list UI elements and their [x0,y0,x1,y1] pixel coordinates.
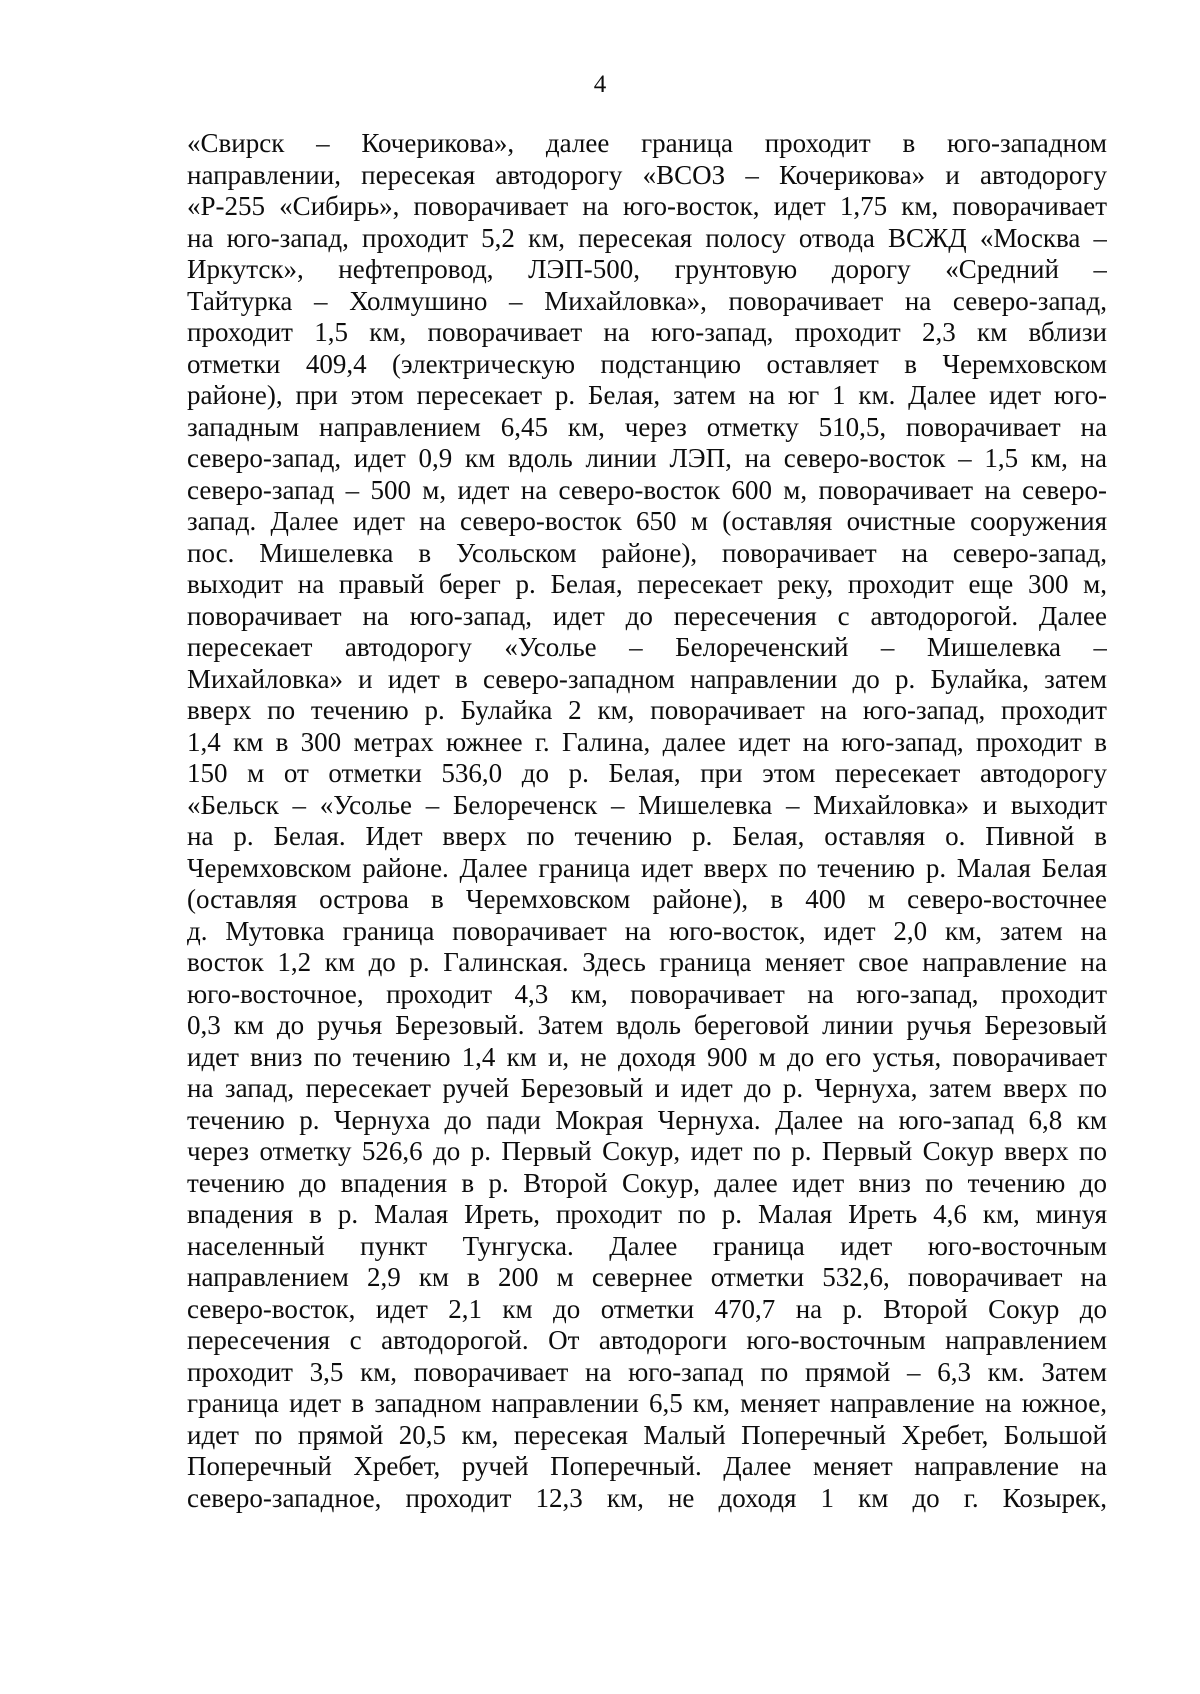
text-line: проходит 3,5 км, поворачивает на юго-запад по прямой – 6,3 км. Затем [187,1356,1107,1387]
text-line: районе), при этом пересекает р. Белая, затем на юг 1 км. Далее идет юго- [187,380,1107,410]
text-line: поворачивает на юго-запад, идет до пересечения с автодорогой. Далее [187,600,1107,631]
text-line: на юго-запад, проходит 5,2 км, пересекая полосу отвода ВСЖД «Москва – [187,222,1107,253]
body-text [187,128,1107,1514]
page-number: 4 [593,71,607,98]
text-line: северо-запад, идет 0,9 км вдоль линии ЛЭП, на северо-восток – 1,5 км, на [187,443,1107,473]
text-line: пересечения с автодорогой. От автодороги юго-восточным направлением [187,1325,1107,1355]
text-line: направлении, пересекая автодорогу «ВСОЗ – Кочерикова» и автодорогу [187,159,1107,190]
text-line: (оставляя острова в Черемховском районе), в 400 м северо-восточнее [187,884,1107,914]
text-line: запад. Далее идет на северо-восток 650 м (оставляя очистные сооружения [187,506,1107,536]
text-line: Тайтурка – Холмушино – Михайловка», поворачивает на северо-запад, [187,285,1107,316]
text-line: «Р-255 «Сибирь», поворачивает на юго-восток, идет 1,75 км, поворачивает [187,191,1107,221]
text-line: отметки 409,4 (электрическую подстанцию оставляет в Черемховском [187,348,1107,379]
text-line: населенный пункт Тунгуска. Далее граница идет юго-восточным [187,1230,1107,1261]
text-line: 1,4 км в 300 метрах южнее г. Галина, далее идет на юго-запад, проходит в [187,726,1107,757]
text-line: 0,3 км до ручья Березовый. Затем вдоль береговой линии ручья Березовый [187,1010,1107,1040]
text-line: идет по прямой 20,5 км, пересекая Малый Поперечный Хребет, Большой [187,1419,1107,1450]
text-line: Черемховском районе. Далее граница идет вверх по течению р. Малая Белая [187,852,1107,883]
text-line: пос. Мишелевка в Усольском районе), поворачивает на северо-запад, [187,537,1107,568]
text-line: проходит 1,5 км, поворачивает на юго-запад, проходит 2,3 км вблизи [187,317,1107,347]
text-line: граница идет в западном направлении 6,5 км, меняет направление на южное, [187,1388,1107,1418]
text-line: «Свирск – Кочерикова», далее граница проходит в юго-западном [187,128,1107,158]
text-line: юго-восточное, проходит 4,3 км, поворачивает на юго-запад, проходит [187,978,1107,1009]
text-line: на запад, пересекает ручей Березовый и идет до р. Чернуха, затем вверх по [187,1073,1107,1103]
text-line: д. Мутовка граница поворачивает на юго-восток, идет 2,0 км, затем на [187,915,1107,946]
text-line: северо-восток, идет 2,1 км до отметки 470,7 на р. Второй Сокур до [187,1293,1107,1324]
text-line: Михайловка» и идет в северо-западном направлении до р. Булайка, затем [187,663,1107,694]
text-line: восток 1,2 км до р. Галинская. Здесь граница меняет свое направление на [187,947,1107,977]
text-line: северо-западное, проходит 12,3 км, не доходя 1 км до г. Козырек, [187,1482,1107,1513]
text-line: течению р. Чернуха до пади Мокрая Чернуха. Далее на юго-запад 6,8 км [187,1104,1107,1135]
text-line: Поперечный Хребет, ручей Поперечный. Далее меняет направление на [187,1451,1107,1481]
text-line: на р. Белая. Идет вверх по течению р. Белая, оставляя о. Пивной в [187,821,1107,851]
text-line: северо-запад – 500 м, идет на северо-восток 600 м, поворачивает на северо- [187,474,1107,505]
text-line: впадения в р. Малая Иреть, проходит по р. Малая Иреть 4,6 км, минуя [187,1199,1107,1229]
text-line: идет вниз по течению 1,4 км и, не доходя 900 м до его устья, поворачивает [187,1041,1107,1072]
text-line: «Бельск – «Усолье – Белореченск – Мишелевка – Михайловка» и выходит [187,789,1107,820]
text-line: через отметку 526,6 до р. Первый Сокур, идет по р. Первый Сокур вверх по [187,1136,1107,1166]
text-line: западным направлением 6,45 км, через отметку 510,5, поворачивает на [187,411,1107,442]
text-line: Иркутск», нефтепровод, ЛЭП-500, грунтовую дорогу «Средний – [187,254,1107,284]
text-line: вверх по течению р. Булайка 2 км, поворачивает на юго-запад, проходит [187,695,1107,725]
text-line: пересекает автодорогу «Усолье – Белореченский – Мишелевка – [187,632,1107,662]
text-line: 150 м от отметки 536,0 до р. Белая, при этом пересекает автодорогу [187,758,1107,788]
text-line: направлением 2,9 км в 200 м севернее отметки 532,6, поворачивает на [187,1262,1107,1292]
text-line: течению до впадения в р. Второй Сокур, далее идет вниз по течению до [187,1167,1107,1198]
text-line: выходит на правый берег р. Белая, пересекает реку, проходит еще 300 м, [187,569,1107,599]
